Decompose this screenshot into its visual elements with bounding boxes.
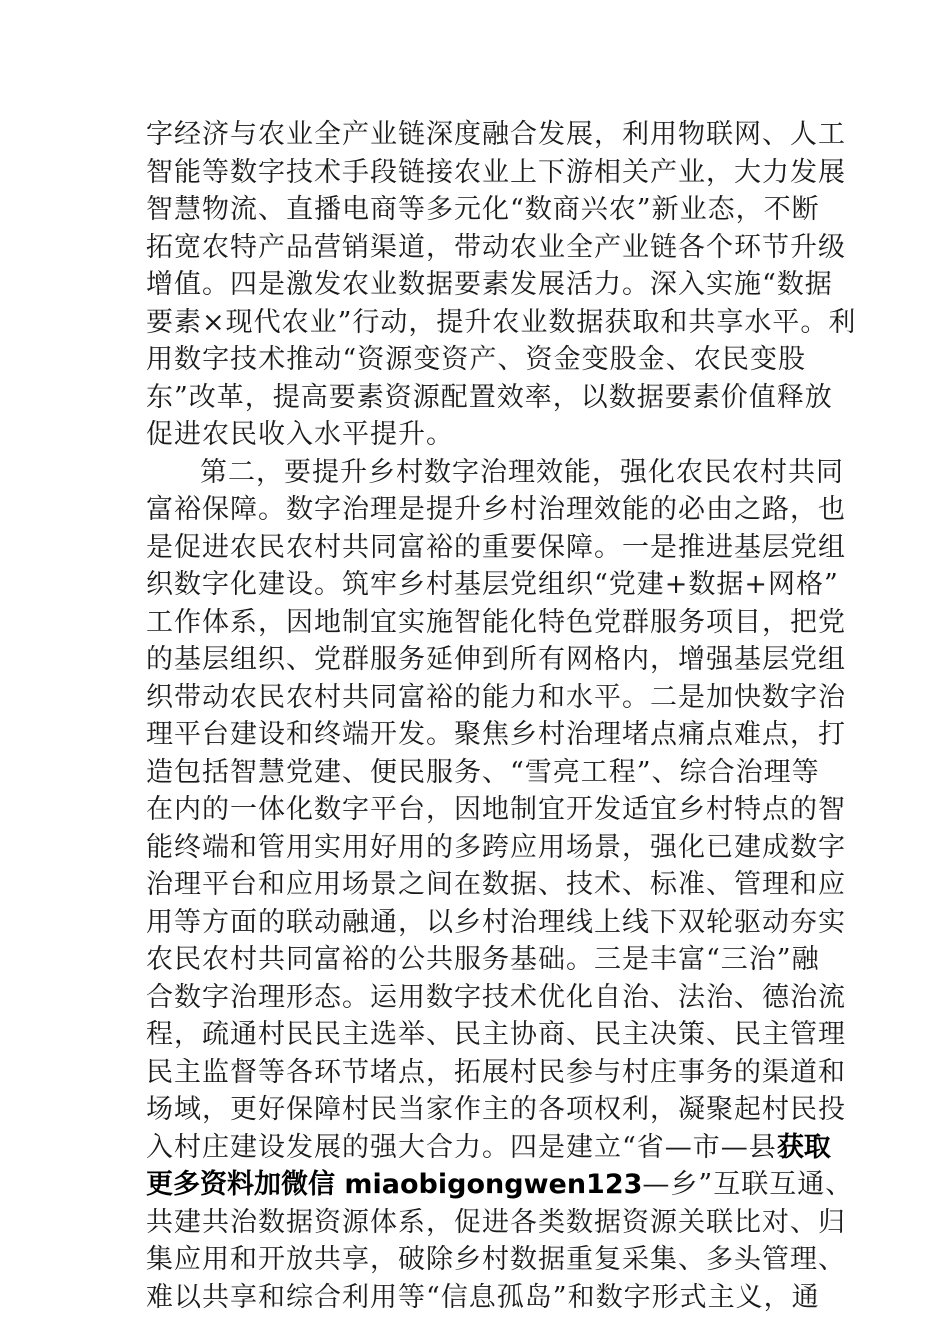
text-line: 织数字化建设。筑牢乡村基层党组织“党建+数据+网格”: [146, 569, 839, 600]
text-line: 拓宽农特产品营销渠道，带动农业全产业链各个环节升级: [146, 231, 846, 263]
text-line: 促进农民收入水平提升。: [146, 419, 454, 450]
text-line: 在内的一体化数字平台，因地制宜开发适宜乡村特点的智: [146, 794, 846, 825]
text-line: 富裕保障。数字治理是提升乡村治理效能的必由之路，也: [146, 494, 846, 525]
text-line: 字经济与农业全产业链深度融合发展，利用物联网、人工: [146, 119, 846, 150]
text-line: 民主监督等各环节堵点，拓展村民参与村庄事务的渠道和: [146, 1056, 846, 1088]
text-line: 能终端和管用实用好用的多跨应用场景，强化已建成数字: [146, 831, 846, 863]
text-line: 用数字技术推动“资源变资产、资金变股金、农民变股: [146, 344, 806, 375]
text-line-with-ad: [146, 1166, 854, 1204]
text-line: 治理平台和应用场景之间在数据、技术、标准、管理和应: [146, 869, 846, 900]
text-line: 增值。四是激发农业数据要素发展活力。深入实施“数据: [146, 269, 833, 300]
text-line: 智慧物流、直播电商等多元化“数商兴农”新业态，不断: [146, 194, 820, 225]
text-line: 场域，更好保障村民当家作主的各项权利，凝聚起村民投: [146, 1094, 846, 1125]
text-line: 理平台建设和终端开发。聚焦乡村治理堵点痛点难点，打: [146, 719, 846, 750]
text-line: 难以共享和综合利用等“信息孤岛”和数字形式主义，通: [146, 1281, 820, 1313]
wechat-ad-text: 获取: [776, 1131, 831, 1163]
body-text: [146, 116, 857, 1316]
text-segment: —乡”互联互通、: [642, 1169, 854, 1200]
text-line: 造包括智慧党建、便民服务、“雪亮工程”、综合治理等: [146, 756, 820, 788]
text-line: 织带动农民农村共同富裕的能力和水平。二是加快数字治: [146, 681, 846, 713]
text-line: 智能等数字技术手段链接农业上下游相关产业，大力发展: [146, 156, 846, 188]
text-line: 用等方面的联动融通，以乡村治理线上线下双轮驱动夯实: [146, 906, 846, 938]
text-line: 要素×现代农业”行动，提升农业数据获取和共享水平。利: [146, 306, 857, 338]
text-segment: 入村庄建设发展的强大合力。四是建立“省—市—县: [146, 1131, 777, 1163]
text-line: 是促进农民农村共同富裕的重要保障。一是推进基层党组: [146, 531, 846, 563]
text-line: 农民农村共同富裕的公共服务基础。三是丰富“三治”融: [146, 944, 820, 975]
text-line: 程，疏通村民民主选举、民主协商、民主决策、民主管理: [146, 1019, 846, 1050]
text-line-with-ad: [146, 1129, 831, 1167]
paragraph-start-line: 第二，要提升乡村数字治理效能，强化农民农村共同: [200, 456, 844, 488]
text-line: 集应用和开放共享，破除乡村数据重复采集、多头管理、: [146, 1244, 846, 1275]
text-line: 共建共治数据资源体系，促进各类数据资源关联比对、归: [146, 1206, 846, 1238]
wechat-ad-text: 更多资料加微信 miaobigongwen123: [146, 1169, 643, 1200]
text-line: 合数字治理形态。运用数字技术优化自治、法治、德治流: [146, 981, 846, 1013]
text-line: 东”改革，提高要素资源配置效率，以数据要素价值释放: [146, 381, 833, 413]
text-line: 工作体系，因地制宜实施智能化特色党群服务项目，把党: [146, 606, 846, 638]
text-line: 的基层组织、党群服务延伸到所有网格内，增强基层党组: [146, 644, 846, 675]
